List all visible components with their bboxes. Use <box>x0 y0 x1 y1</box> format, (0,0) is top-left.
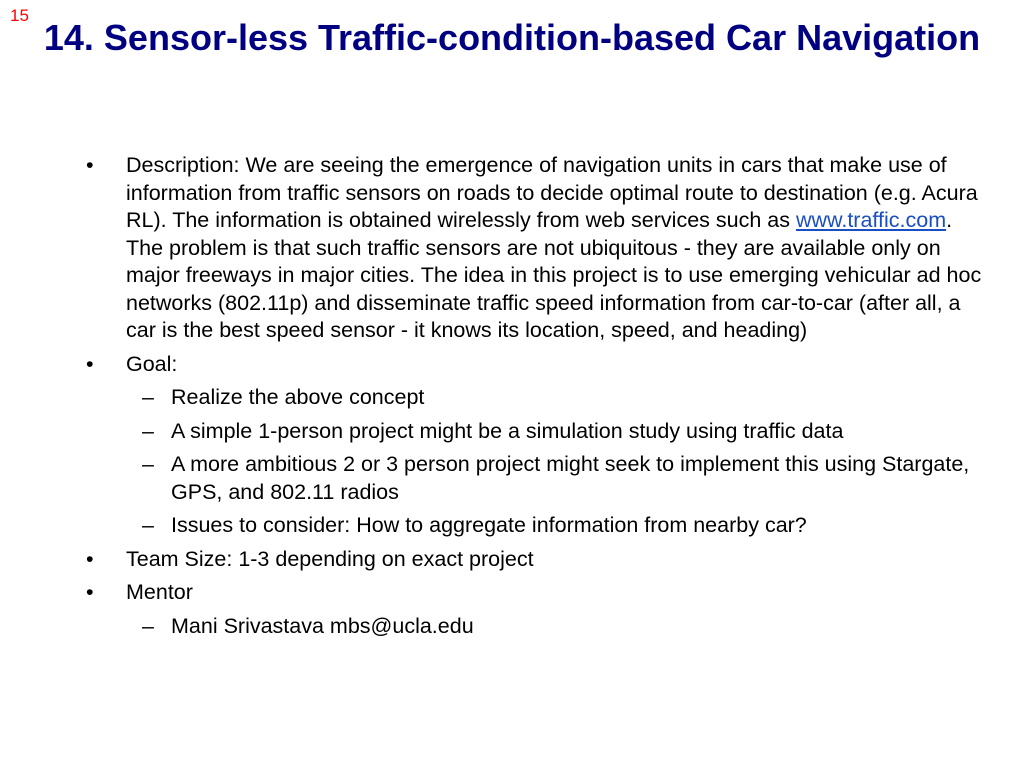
goal-item-text: Issues to consider: How to aggregate information from nearby car? <box>171 513 807 537</box>
traffic-link[interactable]: www.traffic.com <box>795 208 947 232</box>
goal-item-text: A more ambitious 2 or 3 person project might seek to implement this using Stargate, GPS, and 802.11 radios <box>171 452 970 504</box>
dash-marker: – <box>142 613 154 638</box>
mentor-item-text: Mani Srivastava mbs@ucla.edu <box>171 613 474 638</box>
bullet-goal <box>0 351 1024 379</box>
dash-marker: – <box>142 385 154 409</box>
goal-label: Goal: <box>126 351 178 376</box>
mentor-label: Mentor <box>126 580 193 604</box>
bullet-team-size <box>0 546 1024 574</box>
bullet-marker: • <box>86 580 94 604</box>
bullet-marker: • <box>86 153 94 177</box>
goal-item <box>0 512 1024 540</box>
description-text-before-link: Description: We are seeing the emergence of navigation units in cars that make use of information from traffic sensors on roads to decide optimal route to destination (e.g. Acura RL). The information is obtained wirelessly from web services such as <box>126 153 978 232</box>
bullet-marker: • <box>86 546 94 571</box>
dash-marker: – <box>142 513 154 537</box>
description-text-after-link: . The problem is that such traffic sensors are not ubiquitous - they are available only on major freeways in major cities. The idea in this project is to use emerging vehicular ad hoc networks (802.11p) and disseminate traffic speed information from car-to-car (after all, a car is the best speed sensor - it knows its location, speed, and heading) <box>126 208 982 342</box>
dash-marker: – <box>142 452 154 476</box>
bullet-marker: • <box>86 351 94 376</box>
slide-title: 14. Sensor-less Traffic-condition-based Car Navigation <box>43 17 981 58</box>
slide-content <box>0 152 1024 646</box>
slide-number: 15 <box>10 6 29 25</box>
team-size-text: Team Size: 1-3 depending on exact project <box>126 546 534 571</box>
mentor-item <box>0 613 1024 641</box>
bullet-description <box>0 152 1024 345</box>
goal-item-text: Realize the above concept <box>171 385 425 409</box>
dash-marker: – <box>142 418 154 443</box>
goal-item <box>0 451 1024 506</box>
goal-item <box>0 418 1024 446</box>
goal-item <box>0 384 1024 412</box>
goal-item-text: A simple 1-person project might be a simulation study using traffic data <box>171 418 844 443</box>
bullet-mentor <box>0 579 1024 607</box>
